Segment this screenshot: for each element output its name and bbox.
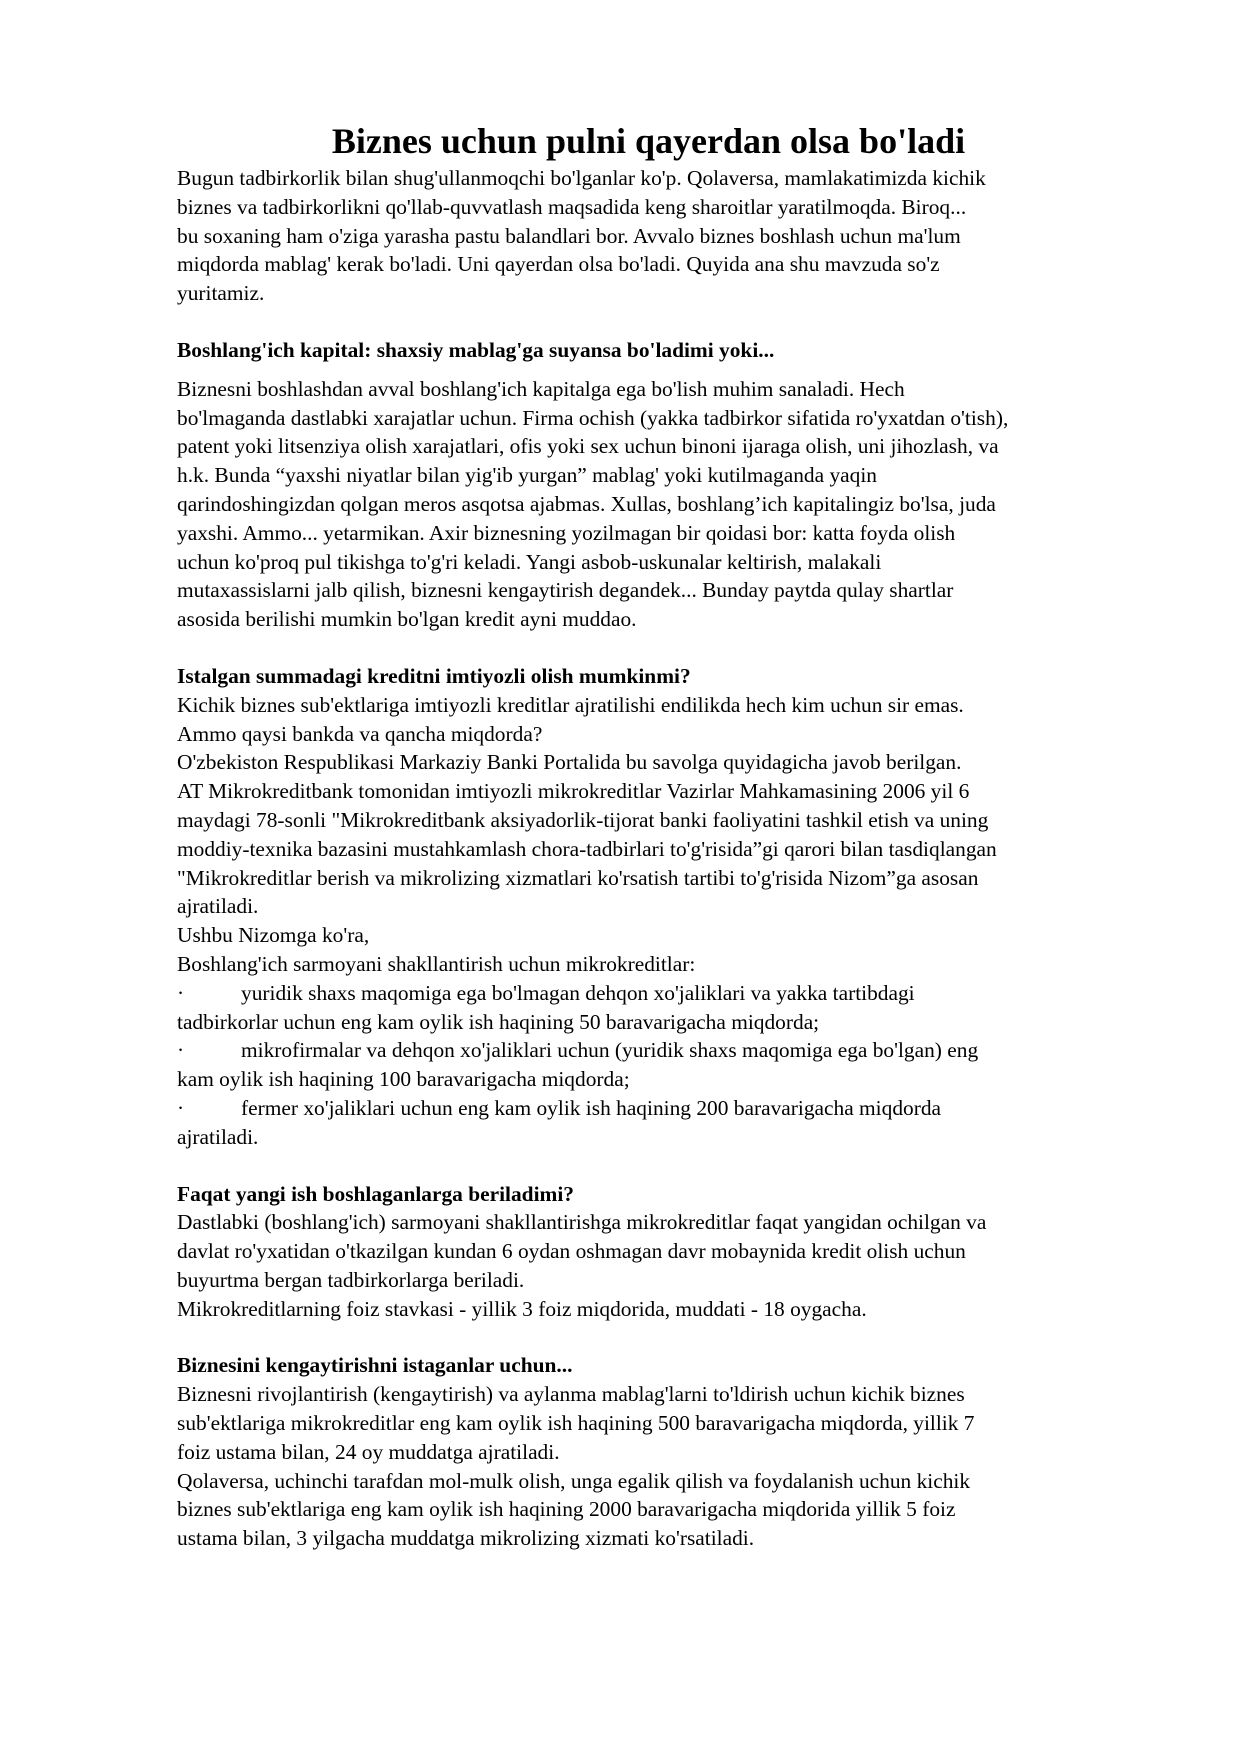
section1-line: yaxshi. Ammo... yetarmikan. Axir biznesning yozilmagan bir qoidasi bor: katta foyda olish: [177, 520, 956, 545]
section2-paragraph: [177, 691, 1120, 979]
list-item: [177, 1094, 1120, 1123]
bullet-text: fermer xo'jaliklari uchun eng kam oylik ish haqining 200 baravarigacha miqdorda: [241, 1095, 942, 1120]
section1-line: qarindoshingizdan qolgan meros asqotsa ajabmas. Xullas, boshlang’ich kapitalingiz bo'lsa, juda: [177, 491, 996, 516]
intro-line: biznes va tadbirkorlikni qo'llab-quvvatlash maqsadida keng sharoitlar yaratilmoqda. Biroq...: [177, 194, 967, 219]
section1-line: uchun ko'proq pul tikishga to'g'ri keladi. Yangi asbob-uskunalar keltirish, malakali: [177, 549, 882, 574]
intro-paragraph: [177, 164, 1120, 308]
intro-line: Bugun tadbirkorlik bilan shug'ullanmoqchi bo'lganlar ko'p. Qolaversa, mamlakatimizda kichik: [177, 166, 986, 190]
section4-line: biznes sub'ektlariga eng kam oylik ish haqining 2000 baravarigacha miqdorida yillik 5 foiz: [177, 1497, 956, 1522]
section3-paragraph: [177, 1208, 1120, 1323]
section2-line: O'zbekiston Respublikasi Markaziy Banki Portalida bu savolga quyidagicha javob berilgan.: [177, 750, 962, 775]
section4-paragraph: [177, 1380, 1120, 1553]
section4-heading: Biznesini kengaytirishni istaganlar uchun...: [177, 1353, 573, 1378]
section2-line: AT Mikrokreditbank tomonidan imtiyozli mikrokreditlar Vazirlar Mahkamasining 2006 yil 6: [177, 779, 970, 804]
list-item: [177, 1036, 1120, 1065]
intro-line: miqdorda mablag' kerak bo'ladi. Uni qayerdan olsa bo'ladi. Quyida ana shu mavzuda so'z: [177, 252, 940, 277]
intro-line: yuritamiz.: [177, 281, 265, 306]
section1-paragraph: [177, 375, 1120, 634]
bullet-dot: ·: [177, 980, 185, 1005]
section1-heading: Boshlang'ich kapital: shaxsiy mablag'ga suyansa bo'ladimi yoki...: [177, 337, 775, 362]
section4-line: sub'ektlariga mikrokreditlar eng kam oylik ish haqining 500 baravarigacha miqdorda, yillik 7: [177, 1411, 975, 1436]
list-item: [177, 979, 1120, 1008]
bullet-continuation: ajratiladi.: [177, 1124, 259, 1149]
intro-line: bu soxaning ham o'ziga yarasha pastu balandlari bor. Avvalo biznes boshlash uchun ma'lum: [177, 223, 961, 248]
section3-heading: Faqat yangi ish boshlaganlarga beriladimi?: [177, 1181, 574, 1206]
section2-line: ajratiladi.: [177, 894, 259, 919]
section4-line: ustama bilan, 3 yilgacha muddatga mikrolizing xizmati ko'rsatiladi.: [177, 1526, 755, 1551]
section2-line: Ushbu Nizomga ko'ra,: [177, 923, 370, 948]
section1-line: asosida berilishi mumkin bo'lgan kredit ayni muddao.: [177, 607, 637, 632]
section3-line: Mikrokreditlarning foiz stavkasi - yillik 3 foiz miqdorida, muddati - 18 oygacha.: [177, 1296, 867, 1321]
section2-line: Ammo qaysi bankda va qancha miqdorda?: [177, 721, 543, 746]
section4-line: Qolaversa, uchinchi tarafdan mol-mulk olish, unga egalik qilish va foydalanish uchun kichik: [177, 1468, 971, 1493]
section2-line: maydagi 78-sonli "Mikrokreditbank aksiyadorlik-tijorat banki faoliyatini tashkil etish va uning: [177, 807, 989, 832]
section3-line: buyurtma bergan tadbirkorlarga beriladi.: [177, 1267, 525, 1292]
bullet-dot: ·: [177, 1095, 185, 1120]
section1-line: h.k. Bunda “yaxshi niyatlar bilan yig'ib yurgan” mablag' yoki kutilmaganda yaqin: [177, 463, 877, 488]
bullet-continuation: kam oylik ish haqining 100 baravarigacha miqdorda;: [177, 1067, 630, 1092]
bullet-text: mikrofirmalar va dehqon xo'jaliklari uchun (yuridik shaxs maqomiga ega bo'lgan) eng: [241, 1038, 979, 1063]
bullet-dot: ·: [177, 1038, 185, 1063]
section4-line: foiz ustama bilan, 24 oy muddatga ajratiladi.: [177, 1439, 560, 1464]
section3-line: davlat ro'yxatidan o'tkazilgan kundan 6 oydan oshmagan davr mobaynida kredit olish uchun: [177, 1239, 966, 1264]
section1-line: patent yoki litsenziya olish xarajatlari, ofis yoki sex uchun binoni ijaraga olish, uni jihozlash, va: [177, 434, 999, 459]
section1-line: mutaxassislarni jalb qilish, biznesni kengaytirish degandek... Bunday paytda qulay shartlar: [177, 578, 954, 603]
document-title: Biznes uchun pulni qayerdan olsa bo'ladi: [331, 121, 966, 161]
section3-line: Dastlabki (boshlang'ich) sarmoyani shakllantirishga mikrokreditlar faqat yangidan ochilgan va: [177, 1210, 987, 1235]
section2-line: "Mikrokreditlar berish va mikrolizing xizmatlari ko'rsatish tartibi to'g'risida Nizom”ga asosan: [177, 865, 979, 890]
section1-line: bo'lmaganda dastlabki xarajatlar uchun. Firma ochish (yakka tadbirkor sifatida ro'yxatdan o'tish),: [177, 405, 1009, 430]
bullet-list: [177, 979, 1120, 1152]
section2-line: Boshlang'ich sarmoyani shakllantirish uchun mikrokreditlar:: [177, 951, 696, 976]
bullet-continuation: tadbirkorlar uchun eng kam oylik ish haqining 50 baravarigacha miqdorda;: [177, 1009, 820, 1034]
section4-line: Biznesni rivojlantirish (kengaytirish) va aylanma mablag'larni to'ldirish uchun kichik biznes: [177, 1382, 965, 1407]
section2-line: moddiy-texnika bazasini mustahkamlash chora-tadbirlari to'g'risida”gi qarori bilan tasdiqlangan: [177, 836, 997, 861]
bullet-text: yuridik shaxs maqomiga ega bo'lmagan dehqon xo'jaliklari va yakka tartibdagi: [241, 980, 915, 1005]
section2-line: Kichik biznes sub'ektlariga imtiyozli kreditlar ajratilishi endilikda hech kim uchun sir emas.: [177, 692, 964, 717]
section2-heading: Istalgan summadagi kreditni imtiyozli olish mumkinmi?: [177, 663, 691, 688]
section1-line: Biznesni boshlashdan avval boshlang'ich kapitalga ega bo'lish muhim sanaladi. Hech: [177, 376, 905, 401]
